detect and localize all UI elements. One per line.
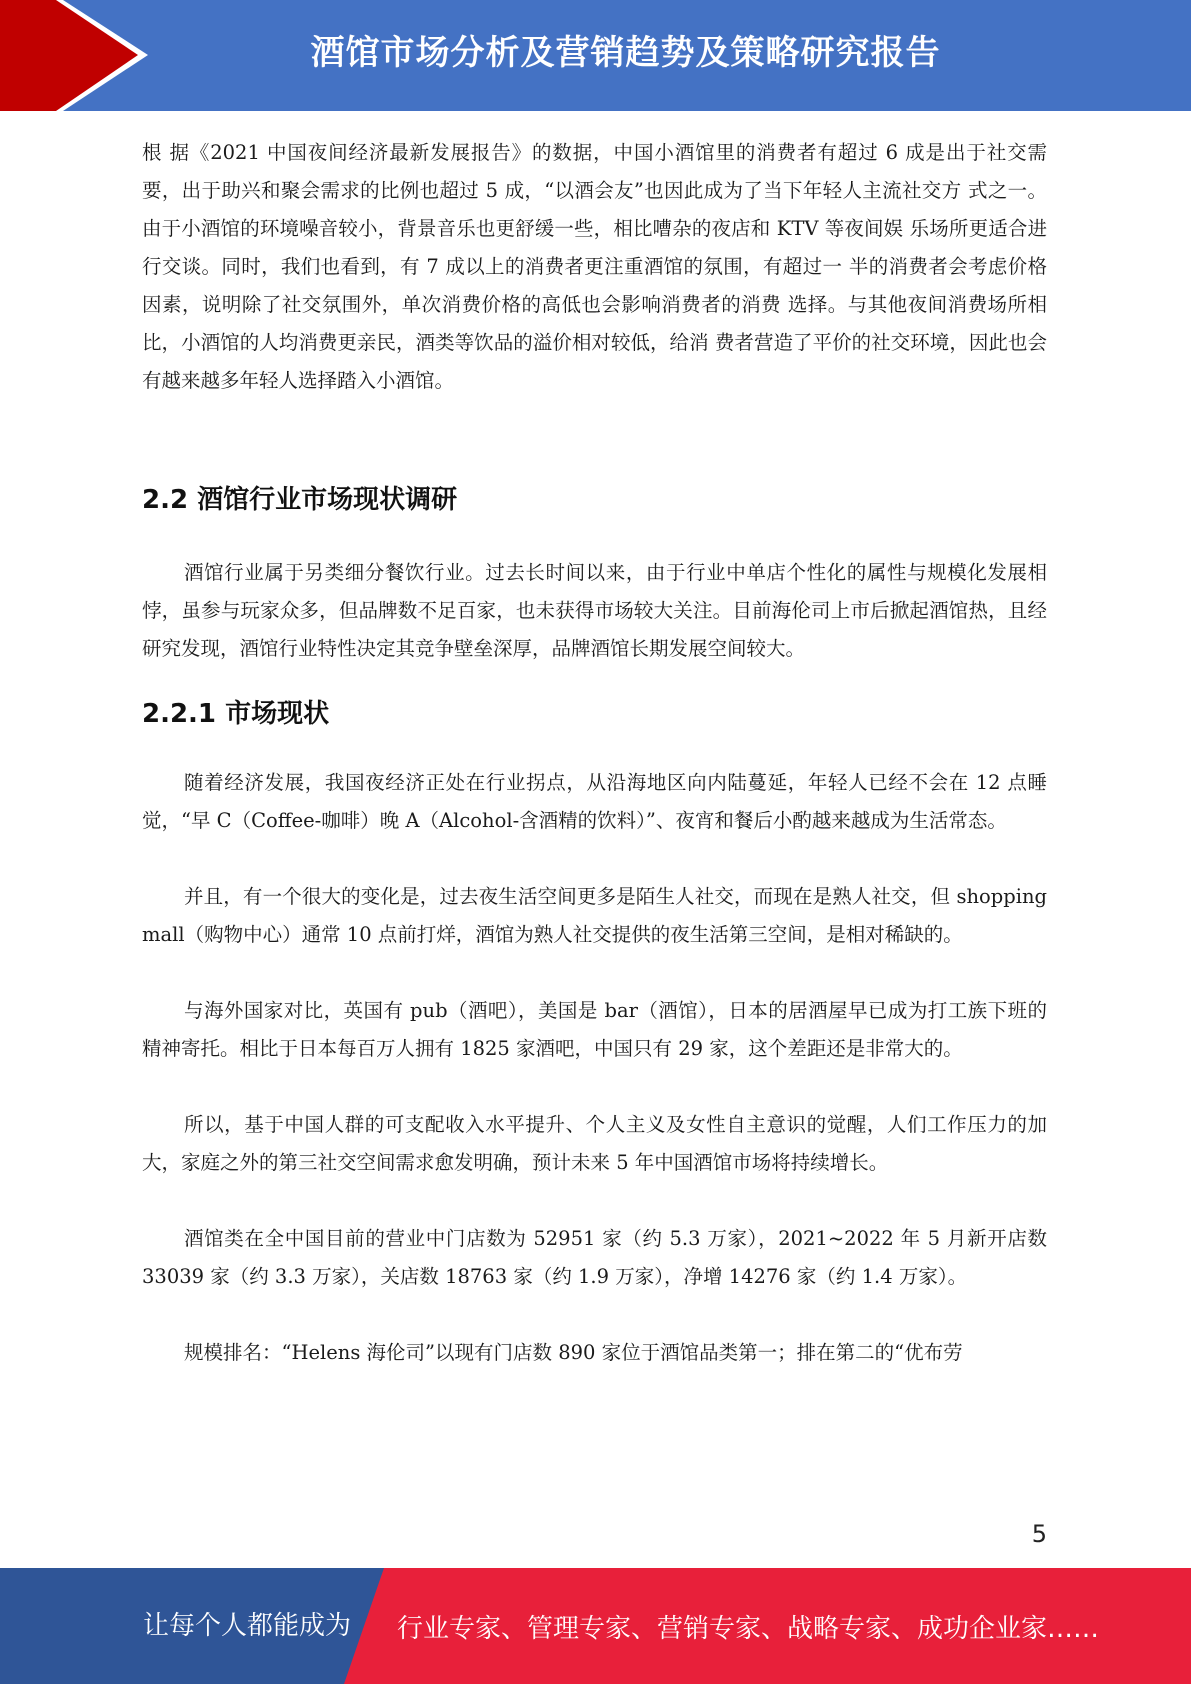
- footer-slogan-right: 行业专家、管理专家、营销专家、战略专家、成功企业家……: [397, 1614, 1100, 1644]
- market-paragraph-3: 与海外国家对比，英国有 pub（酒吧），美国是 bar（酒馆），日本的居酒屋早已成为打工族下班的精神寄托。相比于日本每百万人拥有 1825 家酒吧，中国只有 29 家，这个差距还是非常大的。: [142, 999, 1047, 1060]
- market-paragraph-5: 酒馆类在全中国目前的营业中门店数为 52951 家（约 5.3 万家），2021~2022 年 5 月新开店数 33039 家（约 3.3 万家），关店数 18763 家（约 1.9 万家），净增 14276 家（约 1.4 万家）。: [142, 1227, 1047, 1288]
- section-heading-2-2-1: 2.2.1 市场现状: [142, 699, 330, 729]
- intro-paragraph: 根 据《2021 中国夜间经济最新发展报告》的数据，中国小酒馆里的消费者有超过 6 成是出于社交需 要，出于助兴和聚会需求的比例也超过 5 成，“以酒会友”也因此成为了当下年轻人主流社交方 式之一。由于小酒馆的环境噪音较小，背景音乐也更舒缓一些，相比嘈杂的夜店和 KTV 等夜间娱 乐场所更适合进行交谈。同时，我们也看到，有 7 成以上的消费者更注重酒馆的氛围，有超过一 半的消费者会考虑价格因素，说明除了社交氛围外，单次消费价格的高低也会影响消费者的消费 选择。与其他夜间消费场所相比，小酒馆的人均消费更亲民，酒类等饮品的溢价相对较低，给消 费者营造了平价的社交环境，因此也会有越来越多年轻人选择踏入小酒馆。: [142, 141, 1047, 392]
- page-number: 5: [1031, 1520, 1047, 1548]
- market-paragraph-4: 所以，基于中国人群的可支配收入水平提升、个人主义及女性自主意识的觉醒，人们工作压力的加大，家庭之外的第三社交空间需求愈发明确，预计未来 5 年中国酒馆市场将持续增长。: [142, 1113, 1047, 1174]
- header-banner: [0, 0, 1191, 111]
- document-body: [142, 134, 1047, 1372]
- chevron-arrow-icon: [0, 0, 150, 111]
- section-heading-2-2: 2.2 酒馆行业市场现状调研: [142, 485, 458, 515]
- document-title: 酒馆市场分析及营销趋势及策略研究报告: [310, 33, 941, 73]
- market-paragraph-6: 规模排名：“Helens 海伦司”以现有门店数 890 家位于酒馆品类第一；排在第二的“优布劳: [184, 1341, 963, 1364]
- market-paragraph-2: 并且，有一个很大的变化是，过去夜生活空间更多是陌生人社交，而现在是熟人社交，但 shopping mall（购物中心）通常 10 点前打烊，酒馆为熟人社交提供的夜生活第三空间，是相对稀缺的。: [142, 885, 1047, 946]
- market-paragraph-1: 随着经济发展，我国夜经济正处在行业拐点，从沿海地区向内陆蔓延，年轻人已经不会在 12 点睡觉，“早 C（Coffee-咖啡）晚 A（Alcohol-含酒精的饮料）”、夜宵和餐后小酌越来越成为生活常态。: [142, 771, 1047, 832]
- section-2-2-paragraph: 酒馆行业属于另类细分餐饮行业。过去长时间以来，由于行业中单店个性化的属性与规模化发展相悖，虽参与玩家众多，但品牌数不足百家，也未获得市场较大关注。目前海伦司上市后掀起酒馆热，且经研究发现，酒馆行业特性决定其竞争壁垒深厚，品牌酒馆长期发展空间较大。: [142, 561, 1047, 660]
- footer-banner: [0, 1568, 1191, 1684]
- footer-slogan-left: 让每个人都能成为: [143, 1611, 352, 1641]
